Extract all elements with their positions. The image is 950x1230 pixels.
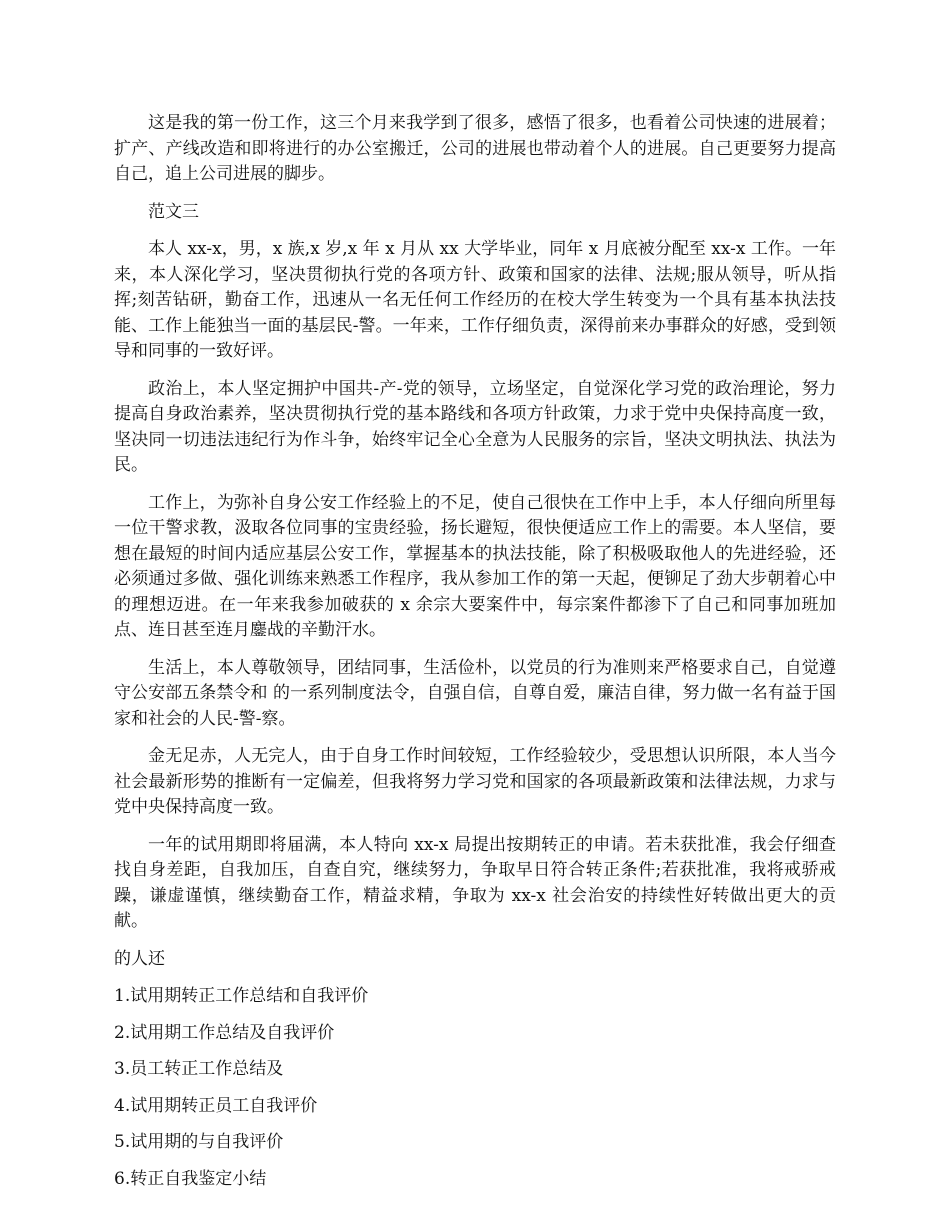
related-link-2[interactable]: 2.试用期工作总结及自我评价 bbox=[114, 1022, 335, 1043]
related-link-4[interactable]: 4.试用期转正员工自我评价 bbox=[114, 1095, 318, 1116]
body-paragraph-life: 生活上，本人尊敬领导，团结同事，生活俭朴，以党员的行为准则来严格要求自己，自觉遵守公安部五条禁令和 的一系列制度法令，自强自信，自尊自爱，廉洁自律，努力做一名有益于国家和社会的人民-警-察。 bbox=[114, 657, 836, 729]
body-paragraph-work: 工作上，为弥补自身公安工作经验上的不足，使自己很快在工作中上手，本人仔细向所里每一位干警求教，汲取各位同事的宝贵经验，扬长避短，很快便适应工作上的需要。本人坚信，要想在最短的时间内适应基层公安工作，掌握基本的执法技能，除了积极吸取他人的先进经验，还必须通过多做、强化训练来熟悉工作程序，我从参加工作的第一天起，便铆足了劲大步朝着心中的理想迈进。在一年来我参加破获的 x 余宗大要案件中，每宗案件都渗下了自己和同事加班加点、连日甚至连月鏖战的辛勤汗水。 bbox=[114, 492, 836, 640]
related-link-6[interactable]: 6.转正自我鉴定小结 bbox=[114, 1168, 267, 1189]
related-link-5[interactable]: 5.试用期的与自我评价 bbox=[114, 1132, 284, 1152]
body-paragraph-politics: 政治上，本人坚定拥护中国共-产-党的领导，立场坚定，自觉深化学习党的政治理论，努力提高自身政治素养，坚决贯彻执行党的基本路线和各项方针政策，力求于党中央保持高度一致，坚决同一切违法违纪行为作斗争，始终牢记全心全意为人民服务的宗旨，坚决文明执法、执法为民。 bbox=[114, 378, 836, 475]
intro-paragraph: 这是我的第一份工作，这三个月来我学到了很多，感悟了很多，也看着公司快速的进展着；扩产、产线改造和即将进行的办公室搬迁，公司的进展也带动着个人的进展。自己更要努力提高自己，追上公司进展的脚步。 bbox=[114, 113, 836, 184]
related-link-1[interactable]: 1.试用期转正工作总结和自我评价 bbox=[114, 986, 369, 1006]
body-paragraph-shortcomings: 金无足赤，人无完人，由于自身工作时间较短，工作经验较少，受思想认识所限，本人当今社会最新形势的推断有一定偏差，但我将努力学习党和国家的各项最新政策和法律法规，力求与党中央保持高度一致。 bbox=[114, 746, 836, 817]
related-link-3[interactable]: 3.员工转正工作总结及 bbox=[114, 1059, 284, 1079]
related-links-list bbox=[114, 984, 836, 1192]
body-paragraph-application: 一年的试用期即将届满，本人特向 xx-x 局提出按期转正的申请。若未获批准，我会仔细查找自身差距，自我加压，自查自究，继续努力，争取早日符合转正条件;若获批准，我将戒骄戒躁，谦虚谨慎，继续勤奋工作，精益求精，争取为 xx-x 社会治安的持续性好转做出更大的贡献。 bbox=[114, 834, 836, 931]
section-heading: 范文三 bbox=[148, 201, 199, 222]
document-page bbox=[114, 111, 836, 1203]
body-paragraph-self-intro: 本人 xx-x，男，x 族,x 岁,x 年 x 月从 xx 大学毕业，同年 x 月底被分配至 xx-x 工作。一年来，本人深化学习，坚决贯彻执行党的各项方针、政策和国家的法律、法规;服从领导，听从指挥;刻苦钻研，勤奋工作，迅速从一名无任何工作经历的在校大学生转变为一个具有基本执法技能、工作上能独当一面的基层民-警。一年来，工作仔细负责，深得前来办事群众的好感，受到领导和同事的一致好评。 bbox=[114, 239, 836, 361]
related-label: 的人还 bbox=[114, 948, 165, 969]
